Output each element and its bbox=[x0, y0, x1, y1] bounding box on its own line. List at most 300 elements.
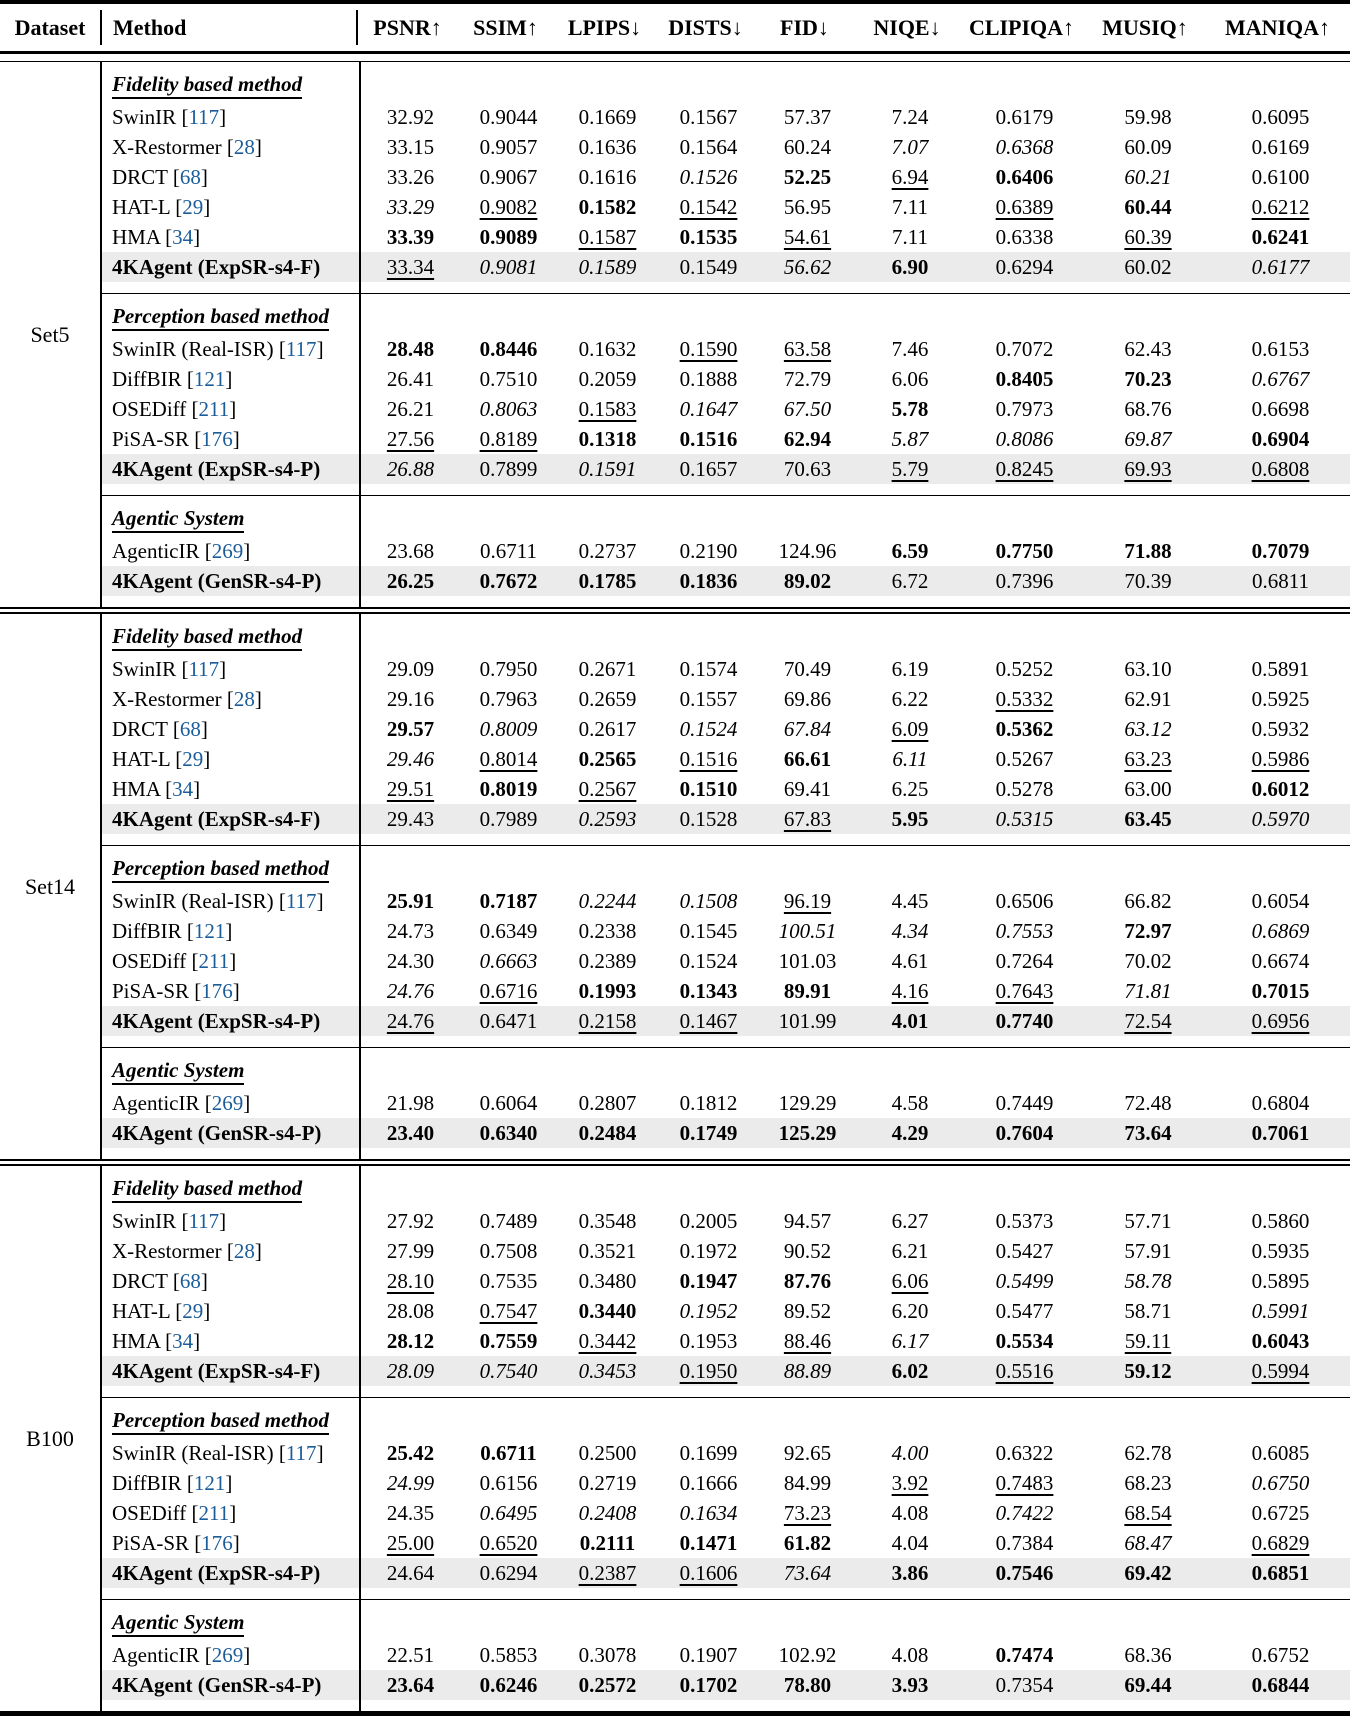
metric-psnr: 28.09 bbox=[386, 1358, 435, 1383]
citation-link[interactable]: 211 bbox=[198, 396, 230, 421]
section-header: Agentic System bbox=[112, 507, 244, 533]
metric-maniqa: 0.6750 bbox=[1251, 1470, 1310, 1495]
section-header: Fidelity based method bbox=[112, 625, 302, 651]
table-row bbox=[100, 1006, 1350, 1036]
metric-psnr: 26.41 bbox=[386, 366, 435, 391]
metric-niqe: 4.29 bbox=[891, 1120, 929, 1145]
citation-link[interactable]: 117 bbox=[188, 1208, 220, 1233]
citation-link[interactable]: 176 bbox=[201, 426, 233, 451]
dataset-block-content bbox=[100, 62, 1350, 607]
citation-link[interactable]: 117 bbox=[285, 336, 317, 361]
metric-musiq: 73.64 bbox=[1124, 1120, 1172, 1145]
method-cell bbox=[100, 427, 361, 452]
metric-musiq: 63.10 bbox=[1124, 656, 1172, 681]
method-name: 4KAgent (ExpSR-s4-P) bbox=[112, 456, 321, 481]
metric-niqe: 6.59 bbox=[891, 538, 929, 563]
method-name: SwinIR (Real-ISR) bbox=[112, 1440, 274, 1465]
metric-dists: 0.1471 bbox=[679, 1530, 738, 1555]
metric-clipiqa: 0.7264 bbox=[995, 948, 1054, 973]
method-cell bbox=[100, 1359, 361, 1384]
method-cell bbox=[100, 105, 361, 130]
citation-link[interactable]: 269 bbox=[211, 1642, 244, 1667]
metric-lpips: 0.3440 bbox=[578, 1298, 637, 1323]
method-name: PiSA-SR bbox=[112, 1530, 190, 1555]
table-row bbox=[100, 744, 1350, 774]
metric-niqe: 4.58 bbox=[891, 1090, 929, 1115]
metric-lpips: 0.3078 bbox=[578, 1642, 637, 1667]
metric-ssim: 0.7508 bbox=[479, 1238, 538, 1263]
metric-fid: 62.94 bbox=[783, 426, 832, 451]
metric-musiq: 69.87 bbox=[1124, 426, 1172, 451]
metric-maniqa: 0.6698 bbox=[1251, 396, 1310, 421]
metric-ssim: 0.6520 bbox=[479, 1530, 538, 1555]
method-name: SwinIR bbox=[112, 1208, 177, 1233]
table-row bbox=[100, 1206, 1350, 1236]
section-header-row bbox=[100, 302, 1350, 334]
metric-niqe: 6.09 bbox=[891, 716, 929, 741]
table-row bbox=[100, 102, 1350, 132]
metric-maniqa: 0.6153 bbox=[1251, 336, 1310, 361]
metric-musiq: 68.54 bbox=[1124, 1500, 1172, 1525]
method-name: AgenticIR bbox=[112, 1090, 200, 1115]
metric-clipiqa: 0.6368 bbox=[995, 134, 1054, 159]
metric-fid: 67.84 bbox=[783, 716, 832, 741]
citation-link[interactable]: 117 bbox=[188, 656, 220, 681]
section-agentic-system bbox=[100, 1048, 1350, 1159]
metric-psnr: 25.42 bbox=[386, 1440, 435, 1465]
citation-link[interactable]: 117 bbox=[285, 1440, 317, 1465]
metric-musiq: 59.12 bbox=[1124, 1358, 1172, 1383]
metric-clipiqa: 0.7973 bbox=[995, 396, 1054, 421]
method-cell bbox=[100, 949, 361, 974]
metric-dists: 0.1590 bbox=[679, 336, 738, 361]
citation-link[interactable]: 269 bbox=[211, 1090, 244, 1115]
method-name: HAT-L bbox=[112, 746, 170, 771]
col-header-lpips: LPIPS↓ bbox=[567, 14, 642, 40]
metric-musiq: 71.81 bbox=[1124, 978, 1172, 1003]
metric-dists: 0.1907 bbox=[679, 1642, 738, 1667]
col-header-clipiqa: CLIPIQA↑ bbox=[968, 14, 1075, 40]
metric-ssim: 0.6495 bbox=[479, 1500, 538, 1525]
metric-musiq: 70.39 bbox=[1124, 568, 1172, 593]
metric-clipiqa: 0.7750 bbox=[995, 538, 1054, 563]
citation-link[interactable]: 68 bbox=[179, 164, 201, 189]
citation-link[interactable]: 68 bbox=[179, 716, 201, 741]
metric-dists: 0.1947 bbox=[679, 1268, 738, 1293]
metric-maniqa: 0.6725 bbox=[1251, 1500, 1310, 1525]
citation-link[interactable]: 28 bbox=[233, 134, 255, 159]
metric-dists: 0.1702 bbox=[679, 1672, 738, 1697]
metric-lpips: 0.3442 bbox=[578, 1328, 637, 1353]
metric-dists: 0.1524 bbox=[679, 948, 738, 973]
metric-lpips: 0.2059 bbox=[578, 366, 637, 391]
metric-ssim: 0.6711 bbox=[480, 1440, 537, 1465]
metric-ssim: 0.6349 bbox=[479, 918, 538, 943]
metric-clipiqa: 0.5373 bbox=[995, 1208, 1054, 1233]
metric-lpips: 0.1616 bbox=[578, 164, 637, 189]
metric-maniqa: 0.6212 bbox=[1251, 194, 1310, 219]
metric-dists: 0.1542 bbox=[679, 194, 738, 219]
citation-bracket: [68] bbox=[167, 164, 208, 189]
metric-fid: 125.29 bbox=[778, 1120, 837, 1145]
metric-niqe: 6.11 bbox=[892, 746, 928, 771]
metric-clipiqa: 0.5362 bbox=[995, 716, 1054, 741]
method-cell bbox=[100, 1501, 361, 1526]
metric-dists: 0.1567 bbox=[679, 104, 738, 129]
metric-ssim: 0.9044 bbox=[479, 104, 538, 129]
metric-lpips: 0.2484 bbox=[578, 1120, 637, 1145]
metric-maniqa: 0.6043 bbox=[1251, 1328, 1310, 1353]
metric-psnr: 23.40 bbox=[386, 1120, 435, 1145]
metric-fid: 69.86 bbox=[783, 686, 832, 711]
metric-maniqa: 0.5935 bbox=[1251, 1238, 1310, 1263]
metric-ssim: 0.6471 bbox=[479, 1008, 538, 1033]
table-row bbox=[100, 334, 1350, 364]
citation-link[interactable]: 176 bbox=[201, 1530, 233, 1555]
metric-ssim: 0.7547 bbox=[479, 1298, 538, 1323]
metric-psnr: 27.99 bbox=[386, 1238, 435, 1263]
citation-bracket: [211] bbox=[186, 396, 237, 421]
table-row bbox=[100, 132, 1350, 162]
method-name: SwinIR bbox=[112, 656, 177, 681]
method-cell bbox=[100, 777, 361, 802]
metric-niqe: 4.61 bbox=[891, 948, 929, 973]
metric-musiq: 69.44 bbox=[1124, 1672, 1172, 1697]
metric-niqe: 6.90 bbox=[891, 254, 929, 279]
metric-ssim: 0.7950 bbox=[479, 656, 538, 681]
metric-musiq: 57.71 bbox=[1124, 1208, 1172, 1233]
table-row bbox=[100, 1670, 1350, 1700]
metric-psnr: 29.16 bbox=[386, 686, 435, 711]
metric-clipiqa: 0.7354 bbox=[995, 1672, 1054, 1697]
metric-maniqa: 0.6095 bbox=[1251, 104, 1310, 129]
dataset-label-set5: Set5 bbox=[30, 321, 70, 347]
metric-fid: 101.99 bbox=[778, 1008, 837, 1033]
metric-psnr: 27.56 bbox=[386, 426, 435, 451]
metric-lpips: 0.2617 bbox=[578, 716, 637, 741]
metric-dists: 0.1557 bbox=[679, 686, 738, 711]
metric-clipiqa: 0.7740 bbox=[995, 1008, 1054, 1033]
table-row bbox=[100, 566, 1350, 596]
metric-maniqa: 0.5895 bbox=[1251, 1268, 1310, 1293]
metric-dists: 0.1647 bbox=[679, 396, 738, 421]
method-cell bbox=[100, 807, 361, 832]
method-cell bbox=[100, 889, 361, 914]
metric-psnr: 24.30 bbox=[386, 948, 435, 973]
citation-bracket: [211] bbox=[186, 948, 237, 973]
metric-lpips: 0.1583 bbox=[578, 396, 637, 421]
metric-maniqa: 0.5891 bbox=[1251, 656, 1310, 681]
metric-maniqa: 0.6177 bbox=[1251, 254, 1310, 279]
metric-niqe: 7.11 bbox=[892, 194, 928, 219]
metric-musiq: 63.23 bbox=[1124, 746, 1172, 771]
metric-maniqa: 0.6904 bbox=[1251, 426, 1310, 451]
citation-link[interactable]: 117 bbox=[188, 104, 220, 129]
citation-bracket: [269] bbox=[199, 1090, 251, 1115]
metric-psnr: 29.43 bbox=[386, 806, 435, 831]
table-row bbox=[100, 364, 1350, 394]
metric-lpips: 0.2244 bbox=[578, 888, 637, 913]
metric-ssim: 0.7187 bbox=[479, 888, 538, 913]
method-name: 4KAgent (GenSR-s4-P) bbox=[112, 1672, 322, 1697]
citation-link[interactable]: 211 bbox=[198, 1500, 230, 1525]
metric-musiq: 69.93 bbox=[1124, 456, 1172, 481]
citation-link[interactable]: 176 bbox=[201, 978, 233, 1003]
method-cell bbox=[100, 919, 361, 944]
method-cell bbox=[100, 1239, 361, 1264]
metric-musiq: 69.42 bbox=[1124, 1560, 1172, 1585]
metric-niqe: 6.21 bbox=[891, 1238, 929, 1263]
citation-link[interactable]: 211 bbox=[198, 948, 230, 973]
citation-bracket: [34] bbox=[159, 224, 201, 249]
table-row bbox=[100, 424, 1350, 454]
metric-ssim: 0.7510 bbox=[479, 366, 538, 391]
table-row bbox=[100, 946, 1350, 976]
metric-ssim: 0.8019 bbox=[479, 776, 538, 801]
metric-niqe: 4.16 bbox=[891, 978, 929, 1003]
metric-clipiqa: 0.5278 bbox=[995, 776, 1054, 801]
metric-lpips: 0.1587 bbox=[578, 224, 637, 249]
citation-link[interactable]: 34 bbox=[172, 1328, 194, 1353]
metric-niqe: 7.46 bbox=[891, 336, 929, 361]
citation-link[interactable]: 28 bbox=[233, 686, 255, 711]
metric-lpips: 0.1785 bbox=[578, 568, 637, 593]
metric-psnr: 29.57 bbox=[386, 716, 435, 741]
metric-maniqa: 0.6811 bbox=[1252, 568, 1309, 593]
method-name: 4KAgent (ExpSR-s4-P) bbox=[112, 1560, 321, 1585]
metric-fid: 102.92 bbox=[778, 1642, 837, 1667]
citation-bracket: [29] bbox=[169, 746, 211, 771]
metric-dists: 0.1950 bbox=[679, 1358, 738, 1383]
metric-psnr: 32.92 bbox=[386, 104, 435, 129]
metric-clipiqa: 0.7474 bbox=[995, 1642, 1054, 1667]
metric-clipiqa: 0.5252 bbox=[995, 656, 1054, 681]
metric-psnr: 28.08 bbox=[386, 1298, 435, 1323]
method-cell bbox=[100, 165, 361, 190]
section-header-row bbox=[100, 1406, 1350, 1438]
metric-psnr: 27.92 bbox=[386, 1208, 435, 1233]
metric-musiq: 70.02 bbox=[1124, 948, 1172, 973]
method-cell bbox=[100, 717, 361, 742]
metric-ssim: 0.7989 bbox=[479, 806, 538, 831]
metric-fid: 72.79 bbox=[783, 366, 832, 391]
metric-ssim: 0.7540 bbox=[479, 1358, 538, 1383]
metric-musiq: 57.91 bbox=[1124, 1238, 1172, 1263]
section-header: Perception based method bbox=[112, 1409, 329, 1435]
metric-ssim: 0.6716 bbox=[479, 978, 538, 1003]
metric-musiq: 72.97 bbox=[1124, 918, 1172, 943]
metric-niqe: 4.04 bbox=[891, 1530, 929, 1555]
citation-bracket: [117] bbox=[176, 656, 227, 681]
table-row bbox=[100, 1266, 1350, 1296]
metric-lpips: 0.2567 bbox=[578, 776, 637, 801]
metric-clipiqa: 0.7422 bbox=[995, 1500, 1054, 1525]
metric-musiq: 63.12 bbox=[1124, 716, 1172, 741]
citation-link[interactable]: 269 bbox=[211, 538, 244, 563]
metric-dists: 0.2005 bbox=[679, 1208, 738, 1233]
metric-lpips: 0.2387 bbox=[578, 1560, 637, 1585]
metric-dists: 0.1657 bbox=[679, 456, 738, 481]
metric-fid: 89.91 bbox=[783, 978, 832, 1003]
dataset-block-b100 bbox=[0, 1166, 1350, 1711]
citation-link[interactable]: 34 bbox=[172, 776, 194, 801]
metric-ssim: 0.7559 bbox=[479, 1328, 538, 1353]
metric-fid: 52.25 bbox=[783, 164, 832, 189]
metric-fid: 94.57 bbox=[783, 1208, 832, 1233]
metric-niqe: 3.92 bbox=[891, 1470, 929, 1495]
metric-dists: 0.1516 bbox=[679, 746, 738, 771]
metric-ssim: 0.8446 bbox=[479, 336, 538, 361]
metric-clipiqa: 0.6389 bbox=[995, 194, 1054, 219]
col-header-musiq: MUSIQ↑ bbox=[1102, 14, 1188, 40]
method-name: DRCT bbox=[112, 164, 168, 189]
metric-lpips: 0.2111 bbox=[579, 1530, 636, 1555]
method-name: PiSA-SR bbox=[112, 978, 190, 1003]
metric-ssim: 0.9089 bbox=[479, 224, 538, 249]
table-row bbox=[100, 162, 1350, 192]
method-cell bbox=[100, 1269, 361, 1294]
method-cell bbox=[100, 1091, 361, 1116]
metric-niqe: 6.20 bbox=[891, 1298, 929, 1323]
metric-fid: 89.52 bbox=[783, 1298, 832, 1323]
metric-lpips: 0.2719 bbox=[578, 1470, 637, 1495]
citation-link[interactable]: 68 bbox=[179, 1268, 201, 1293]
col-header-ssim: SSIM↑ bbox=[473, 14, 538, 40]
citation-bracket: [269] bbox=[199, 1642, 251, 1667]
method-name: 4KAgent (GenSR-s4-P) bbox=[112, 568, 322, 593]
citation-bracket: [29] bbox=[169, 194, 211, 219]
metric-clipiqa: 0.6406 bbox=[995, 164, 1054, 189]
citation-link[interactable]: 28 bbox=[233, 1238, 255, 1263]
metric-musiq: 60.09 bbox=[1124, 134, 1172, 159]
table-row bbox=[100, 1236, 1350, 1266]
method-cell bbox=[100, 657, 361, 682]
section-header-row bbox=[100, 70, 1350, 102]
method-cell bbox=[100, 135, 361, 160]
metric-dists: 0.1535 bbox=[679, 224, 738, 249]
metric-fid: 70.49 bbox=[783, 656, 832, 681]
metric-clipiqa: 0.6506 bbox=[995, 888, 1054, 913]
method-name: DiffBIR bbox=[112, 918, 182, 943]
metric-musiq: 59.98 bbox=[1124, 104, 1172, 129]
metric-musiq: 60.44 bbox=[1124, 194, 1172, 219]
metric-dists: 0.1343 bbox=[679, 978, 738, 1003]
metric-niqe: 7.24 bbox=[891, 104, 929, 129]
metric-fid: 101.03 bbox=[778, 948, 837, 973]
method-name: 4KAgent (ExpSR-s4-F) bbox=[112, 806, 321, 831]
citation-bracket: [28] bbox=[221, 134, 262, 159]
metric-ssim: 0.9081 bbox=[479, 254, 538, 279]
metric-psnr: 21.98 bbox=[386, 1090, 435, 1115]
metric-dists: 0.1972 bbox=[679, 1238, 738, 1263]
method-name: OSEDiff bbox=[112, 948, 187, 973]
metric-fid: 78.80 bbox=[783, 1672, 832, 1697]
metric-maniqa: 0.7061 bbox=[1251, 1120, 1310, 1145]
metric-fid: 54.61 bbox=[783, 224, 832, 249]
metric-lpips: 0.3548 bbox=[578, 1208, 637, 1233]
method-name: DiffBIR bbox=[112, 366, 182, 391]
citation-bracket: [68] bbox=[167, 1268, 208, 1293]
citation-link[interactable]: 29 bbox=[182, 746, 204, 771]
metric-dists: 0.1524 bbox=[679, 716, 738, 741]
metric-musiq: 60.21 bbox=[1124, 164, 1172, 189]
metric-dists: 0.1634 bbox=[679, 1500, 738, 1525]
metric-maniqa: 0.5970 bbox=[1251, 806, 1310, 831]
dataset-block-set5 bbox=[0, 62, 1350, 607]
metric-lpips: 0.2737 bbox=[578, 538, 637, 563]
metric-fid: 57.37 bbox=[783, 104, 832, 129]
metric-clipiqa: 0.7483 bbox=[995, 1470, 1054, 1495]
metric-fid: 88.46 bbox=[783, 1328, 832, 1353]
metric-fid: 129.29 bbox=[778, 1090, 837, 1115]
section-fidelity-based-method bbox=[100, 614, 1350, 845]
citation-bracket: [68] bbox=[167, 716, 208, 741]
citation-link[interactable]: 29 bbox=[182, 1298, 204, 1323]
metric-musiq: 59.11 bbox=[1124, 1328, 1172, 1353]
citation-link[interactable]: 34 bbox=[172, 224, 194, 249]
citation-bracket: [117] bbox=[273, 336, 324, 361]
metric-musiq: 58.78 bbox=[1124, 1268, 1172, 1293]
metric-niqe: 5.87 bbox=[891, 426, 929, 451]
citation-link[interactable]: 121 bbox=[193, 366, 226, 391]
metric-lpips: 0.2671 bbox=[578, 656, 637, 681]
metric-clipiqa: 0.7546 bbox=[995, 1560, 1054, 1585]
method-cell bbox=[100, 1643, 361, 1668]
citation-bracket: [28] bbox=[221, 686, 262, 711]
method-cell bbox=[100, 457, 361, 482]
citation-link[interactable]: 121 bbox=[193, 918, 226, 943]
metric-dists: 0.1574 bbox=[679, 656, 738, 681]
metric-maniqa: 0.6767 bbox=[1251, 366, 1310, 391]
metric-psnr: 24.76 bbox=[386, 1008, 435, 1033]
method-cell bbox=[100, 979, 361, 1004]
metric-musiq: 66.82 bbox=[1124, 888, 1172, 913]
metric-lpips: 0.2572 bbox=[578, 1672, 637, 1697]
section-header: Fidelity based method bbox=[112, 1177, 302, 1203]
metric-psnr: 26.25 bbox=[386, 568, 435, 593]
method-name: DRCT bbox=[112, 1268, 168, 1293]
metric-niqe: 4.08 bbox=[891, 1642, 929, 1667]
metric-niqe: 6.17 bbox=[891, 1328, 929, 1353]
citation-link[interactable]: 117 bbox=[285, 888, 317, 913]
metric-clipiqa: 0.5534 bbox=[995, 1328, 1054, 1353]
metric-niqe: 5.79 bbox=[891, 456, 929, 481]
metric-lpips: 0.3453 bbox=[578, 1358, 637, 1383]
metric-dists: 0.2190 bbox=[679, 538, 738, 563]
table-row bbox=[100, 192, 1350, 222]
method-cell bbox=[100, 1531, 361, 1556]
metric-psnr: 29.09 bbox=[386, 656, 435, 681]
method-name: DiffBIR bbox=[112, 1470, 182, 1495]
section-header: Perception based method bbox=[112, 305, 329, 331]
method-cell bbox=[100, 255, 361, 280]
metric-niqe: 7.11 bbox=[892, 224, 928, 249]
table-body bbox=[0, 62, 1350, 1711]
table-row bbox=[100, 252, 1350, 282]
method-name: DRCT bbox=[112, 716, 168, 741]
col-header-psnr: PSNR↑ bbox=[373, 14, 442, 40]
citation-link[interactable]: 29 bbox=[182, 194, 204, 219]
citation-bracket: [117] bbox=[176, 104, 227, 129]
metric-musiq: 68.76 bbox=[1124, 396, 1172, 421]
metric-fid: 84.99 bbox=[783, 1470, 832, 1495]
method-name: 4KAgent (GenSR-s4-P) bbox=[112, 1120, 322, 1145]
table-row bbox=[100, 1088, 1350, 1118]
col-header-method: Method bbox=[100, 10, 358, 45]
table-row bbox=[100, 1468, 1350, 1498]
citation-link[interactable]: 121 bbox=[193, 1470, 226, 1495]
metric-maniqa: 0.6804 bbox=[1251, 1090, 1310, 1115]
